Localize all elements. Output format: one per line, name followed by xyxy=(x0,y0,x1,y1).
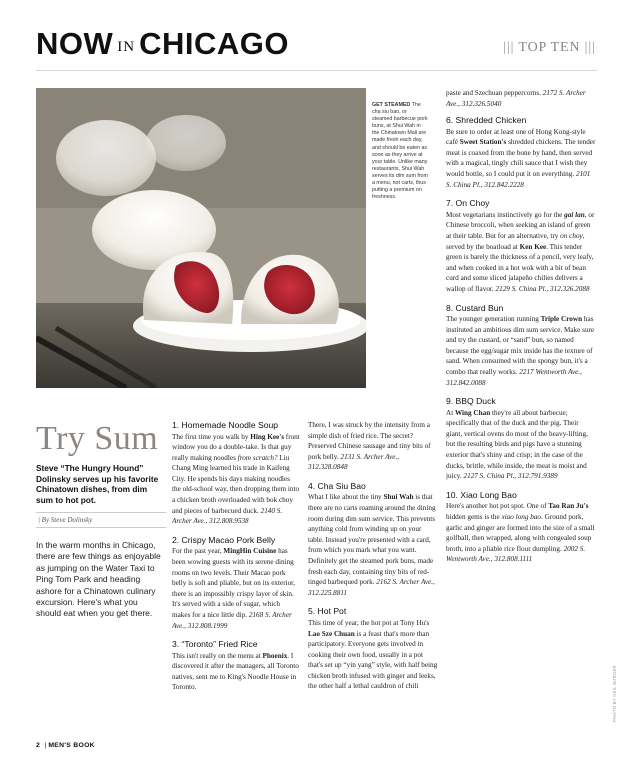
item-body: Be sure to order at least one of Hong Kong-style café Sweet Station's shredded chickens. The tender meat is coaxed from the bone by hand, then served with a magical, tingly chili sauce that I wish they would bottle, so I could put it on everything. 2101 S. China Pl., 312.842.2228 xyxy=(446,127,596,189)
section-bars-left: ||| xyxy=(503,40,515,55)
list-item-5 xyxy=(308,606,438,692)
list-item-5-continued xyxy=(446,88,596,109)
item-address: 2168 S. Archer Ave., 312.808.1999 xyxy=(172,610,292,630)
section-label xyxy=(503,40,596,56)
masthead-title xyxy=(36,26,289,62)
dim-sum-photo xyxy=(36,88,366,388)
item-address: 2217 Wentworth Ave., 312.842.0088 xyxy=(446,367,582,387)
item-heading: 3. “Toronto” Fried Rice xyxy=(172,639,258,650)
item-body: For the past year, MingHin Cuisine has been wowing guests with its serene dining rooms on two levels. Their Macao pork belly is soft and pliable, but on its exterior, there is an impossibly crispy layer of skin. It's served with a side of sugar, which makes for a nice little dip. 2168 S. Archer Ave., 312.808.1999 xyxy=(172,547,296,630)
section-name: TOP TEN xyxy=(518,40,581,55)
item-heading: 8. Custard Bun xyxy=(446,302,504,313)
list-item-6 xyxy=(446,115,596,190)
masthead-city: CHICAGO xyxy=(139,26,289,61)
caption-lead: GET STEAMED xyxy=(372,102,411,108)
item-address: 2172 S. Archer Ave., 312.326.5040 xyxy=(446,89,586,108)
masthead xyxy=(36,26,596,66)
item-address: 2140 S. Archer Ave., 312.808.9538 xyxy=(172,506,283,526)
list-item-8 xyxy=(446,303,596,389)
item-body: The younger generation running Triple Crown has instituted an ambitious dim sum service. Make sure and try the custard, or “sand” bun, so named because the egg/sugar mix inside has the texture of sand. When consumed with the spongy bun, it's a combo that really works. 2217 Wentworth Ave., 312.842.0088 xyxy=(446,315,595,387)
list-item-10 xyxy=(446,490,596,565)
list-item-3-continued xyxy=(308,420,438,473)
item-heading: 7. On Choy xyxy=(446,198,490,209)
item-heading: 1. Homemade Noodle Soup xyxy=(172,420,279,430)
photo-credit: PHOTO BY NEIL BURGER xyxy=(612,665,617,722)
list-item-4 xyxy=(308,481,438,598)
item-body: Here's another hot pot spot. One of Tao Ran Ju's hidden gems is the xiao long bao. Ground pork, garlic and ginger are formed into the size of a small golfball, then wrapped, along with congealed soup broth, into a pliable rice flour dumpling. 2002 S. Wentworth Ave., 312.808.1111 xyxy=(446,502,595,564)
photo-caption xyxy=(372,102,428,201)
masthead-in: IN xyxy=(117,39,136,55)
item-body: There, I was struck by the intensity from a simple dish of fried rice. The secret? Preserved Chinese sausage and tiny bits of pork belly. 2131 S. Archer Ave., 312.328.0848 xyxy=(308,421,431,472)
column-1 xyxy=(172,420,300,701)
page-footer xyxy=(36,742,95,749)
byline: | By Steve Dolinsky xyxy=(36,512,166,528)
story-deck: Steve “The Hungry Hound” Dolinsky serves up his favorite Chinatown dishes, from dim sum to hot pot. xyxy=(36,463,159,505)
steamed-buns-illustration xyxy=(36,88,366,388)
bun-back-center xyxy=(146,115,226,171)
story-intro: In the warm months in Chicago, there are few things as enjoyable as jumping on the Water Taxi to Ping Tom Park and heading ashore for a Chinatown culinary excursion. Here's what you should eat when you get there. xyxy=(36,540,161,619)
column-2 xyxy=(308,420,438,700)
list-item-7 xyxy=(446,198,596,294)
item-heading: 2. Crispy Macao Pork Belly xyxy=(172,534,276,545)
footer-separator: | xyxy=(44,742,47,749)
section-bars-right: ||| xyxy=(584,40,596,55)
item-body: paste and Szechuan peppercorns. 2172 S. Archer Ave., 312.326.5040 xyxy=(446,89,586,108)
item-heading: 10. Xiao Long Bao xyxy=(446,489,517,500)
masthead-now: NOW xyxy=(36,26,114,61)
story-title: Try Sum xyxy=(36,420,159,457)
item-address: 2131 S. Archer Ave., 312.328.0848 xyxy=(308,452,400,472)
item-body: At Wing Chan they're all about barbecue; specifically that of the duck and the pig. Their giant, vertical ovens do most of the heavy-lifting, but the resulting birds and pigs have a stunning exterior that's shiny and crisp; in the case of the ducks, brittle, while inside, the meat is moist and juicy. 2127 S. China Pl., 312.791.9389 xyxy=(446,408,588,481)
masthead-rule xyxy=(36,70,597,71)
item-heading: 9. BBQ Duck xyxy=(446,396,496,407)
column-3 xyxy=(446,88,596,573)
item-address: 2129 S. China Pl., 312.326.2088 xyxy=(495,284,590,293)
item-address: 2101 S. China Pl., 312.842.2228 xyxy=(446,170,591,189)
item-body: What I like about the tiny Shui Wah is that there are no carts roaming around the dining room during dim sum service. This prevents anything cold from winding up on your table. Instead you're presented with a card, from which you mark what you want. Definitely get the steamed pork buns, made fresh each day, containing tiny bits of red-tinged barbequed pork. 2162 S. Archer Ave., 312.225.8811 xyxy=(308,493,436,597)
publication-name: MEN'S BOOK xyxy=(48,742,95,749)
item-body: This time of year, the hot pot at Tony Hu's Lao Sze Chuan is a feast that's more than participatory. Everyone gets involved in cooking their own food, usually in a pot that's set up “yin yang” style, with half being chicken broth infused with ginger and leeks, the other half a lethal cauldron of chili xyxy=(308,618,438,691)
item-body: The first time you walk by Hing Kee's front window you do a double-take. Is that guy really making noodles from scratch? Liu Chang Ming learned his trade in Kaifeng City. He spends his days making noodles the old-school way, then dropping them into a chicken broth overloaded with bok choy and pieces of barbecued duck. 2140 S. Archer Ave., 312.808.9538 xyxy=(172,432,300,526)
item-address: 2127 S. China Pl., 312.791.9389 xyxy=(463,472,558,481)
item-address: 2002 S. Wentworth Ave., 312.808.1111 xyxy=(446,544,586,564)
page-number: 2 xyxy=(36,742,40,749)
bun-back-left xyxy=(56,120,156,196)
item-heading: 5. Hot Pot xyxy=(308,606,347,617)
caption-text: The cha siu bao, or steamed barbecue pork buns, at Shui Wah in the Chinatown Mall are made fresh each day, and should be eaten as soon as they arrive at your table. Unlike many restaurants, Shui Wah serves its dim sum from a menu, not carts, thus putting a premium on freshness. xyxy=(372,102,428,201)
list-item-1 xyxy=(172,420,300,527)
item-heading: 6. Shredded Chicken xyxy=(446,115,527,126)
item-body: This isn't really on the menu at Phoenix. I discovered it after the managers, all Toronto natives, sent me to King's Noodle House in Toronto. xyxy=(172,651,299,692)
item-heading: 4. Cha Siu Bao xyxy=(308,480,366,491)
item-body: Most vegetarians instinctively go for the gai lan, or Chinese broccoli, when seeking an island of green at their table. But for an alternative, try on choy, served by the boatload at Ken Kee. This tender green is barely the thickness of a pencil, very leafy, and when cooked in a hot wok with a bit of bean curd and some sliced jalapeño chilies delivers a wallop of flavor. 2129 S. China Pl., 312.326.2088 xyxy=(446,210,595,293)
item-address: 2162 S. Archer Ave., 312.225.8811 xyxy=(308,578,435,597)
list-item-9 xyxy=(446,396,596,482)
list-item-2 xyxy=(172,535,300,631)
list-item-3 xyxy=(172,639,300,693)
